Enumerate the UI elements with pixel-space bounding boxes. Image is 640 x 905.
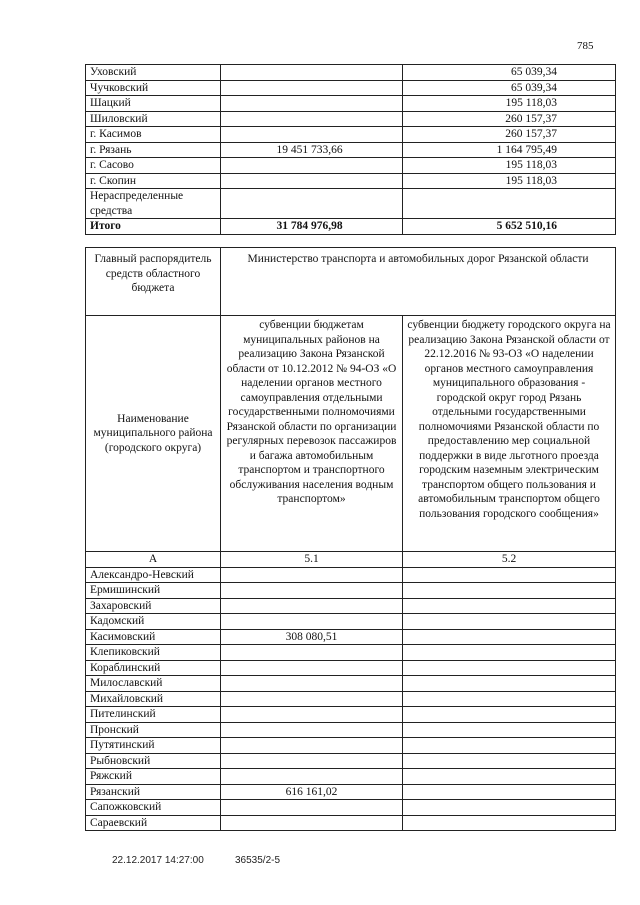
municipality-name: Уховский [86, 65, 221, 81]
subvention-table [85, 247, 616, 831]
table-row [86, 65, 616, 81]
municipality-name: Рязанский [86, 784, 221, 800]
amount-5-1 [221, 707, 403, 723]
table-row [86, 127, 616, 143]
municipality-name: Шацкий [86, 96, 221, 112]
distributor-label: Главный распорядитель средств областного бюджета [86, 248, 221, 316]
amount-col3: 195 118,03 [403, 96, 616, 112]
amount-col2 [221, 65, 403, 81]
amount-5-2 [403, 629, 616, 645]
municipality-name: Ряжский [86, 769, 221, 785]
municipality-name: Ермишинский [86, 583, 221, 599]
municipality-name: Чучковский [86, 80, 221, 96]
amount-col3: 1 164 795,49 [403, 142, 616, 158]
municipality-label: Наименование муниципального района (городского округа) [86, 316, 221, 552]
amount-5-1 [221, 676, 403, 692]
table-row [86, 598, 616, 614]
page-number: 785 [577, 40, 594, 52]
amount-5-1 [221, 598, 403, 614]
table-row [86, 722, 616, 738]
amount-5-2 [403, 722, 616, 738]
municipality-name: Касимовский [86, 629, 221, 645]
amount-col2 [221, 80, 403, 96]
amount-5-2 [403, 676, 616, 692]
amount-5-1 [221, 691, 403, 707]
total-col3: 5 652 510,16 [403, 219, 616, 235]
table-row [86, 660, 616, 676]
amount-5-2 [403, 707, 616, 723]
amount-5-1 [221, 567, 403, 583]
municipality-name: Захаровский [86, 598, 221, 614]
municipality-name: Сараевский [86, 815, 221, 831]
amount-col3: 260 157,37 [403, 127, 616, 143]
amount-5-2 [403, 815, 616, 831]
amount-col2: 19 451 733,66 [221, 142, 403, 158]
amount-5-2 [403, 738, 616, 754]
table-row [86, 629, 616, 645]
amount-col2 [221, 158, 403, 174]
amount-5-2 [403, 769, 616, 785]
municipality-name: г. Скопин [86, 173, 221, 189]
table-row [86, 173, 616, 189]
index-5-2: 5.2 [403, 552, 616, 568]
amount-5-2 [403, 800, 616, 816]
amount-5-1 [221, 738, 403, 754]
municipality-name: г. Касимов [86, 127, 221, 143]
municipality-name: Путятинский [86, 738, 221, 754]
amount-5-2 [403, 598, 616, 614]
amount-col2 [221, 96, 403, 112]
table-row [86, 676, 616, 692]
amount-col3: 260 157,37 [403, 111, 616, 127]
footer-timestamp: 22.12.2017 14:27:00 [112, 855, 204, 866]
amount-5-1 [221, 614, 403, 630]
table-row [86, 769, 616, 785]
amount-5-2 [403, 567, 616, 583]
amount-5-2 [403, 691, 616, 707]
subvention-5-1-description: субвенции бюджетам муниципальных районов на реализацию Закона Рязанской области от 10.12.2012 № 94-ОЗ «О наделении органов местного самоуправления отдельными государственными полномочиями Рязанской области по организации регулярных перевозок пассажиров и багажа автомобильным транспортом и транспортного обслуживания населения водным транспортом» [221, 316, 403, 552]
table-row [86, 189, 616, 219]
index-5-1: 5.1 [221, 552, 403, 568]
total-row [86, 219, 616, 235]
budget-table-continued [85, 64, 616, 235]
amount-5-1 [221, 645, 403, 661]
municipality-name: Пронский [86, 722, 221, 738]
amount-col3: 65 039,34 [403, 80, 616, 96]
municipality-name: Кадомский [86, 614, 221, 630]
table-row [86, 815, 616, 831]
amount-col3: 195 118,03 [403, 158, 616, 174]
total-col2: 31 784 976,98 [221, 219, 403, 235]
municipality-name: Сапожковский [86, 800, 221, 816]
table-row [86, 614, 616, 630]
amount-col3: 65 039,34 [403, 65, 616, 81]
table-row [86, 784, 616, 800]
municipality-name: Михайловский [86, 691, 221, 707]
table-row [86, 583, 616, 599]
municipality-name: Нераспределенные средства [86, 189, 221, 219]
distributor-value: Министерство транспорта и автомобильных дорог Рязанской области [221, 248, 616, 316]
total-label: Итого [86, 219, 221, 235]
table-row [86, 80, 616, 96]
municipality-name: Александро-Невский [86, 567, 221, 583]
amount-5-1 [221, 722, 403, 738]
table-row [86, 567, 616, 583]
amount-5-1 [221, 800, 403, 816]
table-row [86, 738, 616, 754]
table-row [86, 111, 616, 127]
amount-5-1: 308 080,51 [221, 629, 403, 645]
column-index-row [86, 552, 616, 568]
amount-5-1 [221, 753, 403, 769]
amount-col3: 195 118,03 [403, 173, 616, 189]
index-a: А [86, 552, 221, 568]
amount-col2 [221, 173, 403, 189]
table-row [86, 645, 616, 661]
amount-5-1 [221, 660, 403, 676]
table-row [86, 158, 616, 174]
amount-col2 [221, 127, 403, 143]
amount-col3 [403, 189, 616, 219]
municipality-name: г. Рязань [86, 142, 221, 158]
municipality-name: г. Сасово [86, 158, 221, 174]
header-row-subventions [86, 316, 616, 552]
amount-5-2 [403, 645, 616, 661]
municipality-name: Рыбновский [86, 753, 221, 769]
footer-document-code: 36535/2-5 [235, 855, 281, 866]
table-row [86, 707, 616, 723]
municipality-name: Милославский [86, 676, 221, 692]
subvention-5-2-description: субвенции бюджету городского округа на реализацию Закона Рязанской области от 22.12.2016 № 93-ОЗ «О наделении органов местного самоуправления муниципального образования - городской округ город Рязань отдельными государственными полномочиями Рязанской области по предоставлению мер социальной поддержки в виде льготного проезда городским наземным электрическим транспортом общего пользования и автомобильным транспортом общего пользования городского сообщения» [403, 316, 616, 552]
amount-5-2 [403, 660, 616, 676]
amount-col2 [221, 189, 403, 219]
header-row-distributor [86, 248, 616, 316]
municipality-name: Пителинский [86, 707, 221, 723]
municipality-name: Кораблинский [86, 660, 221, 676]
amount-5-2 [403, 583, 616, 599]
municipality-name: Клепиковский [86, 645, 221, 661]
table-row [86, 142, 616, 158]
amount-5-1: 616 161,02 [221, 784, 403, 800]
amount-5-1 [221, 815, 403, 831]
table-row [86, 800, 616, 816]
amount-5-1 [221, 583, 403, 599]
amount-5-2 [403, 753, 616, 769]
table-row [86, 96, 616, 112]
table-row [86, 753, 616, 769]
table-row [86, 691, 616, 707]
amount-5-2 [403, 614, 616, 630]
amount-5-1 [221, 769, 403, 785]
amount-col2 [221, 111, 403, 127]
municipality-name: Шиловский [86, 111, 221, 127]
amount-5-2 [403, 784, 616, 800]
